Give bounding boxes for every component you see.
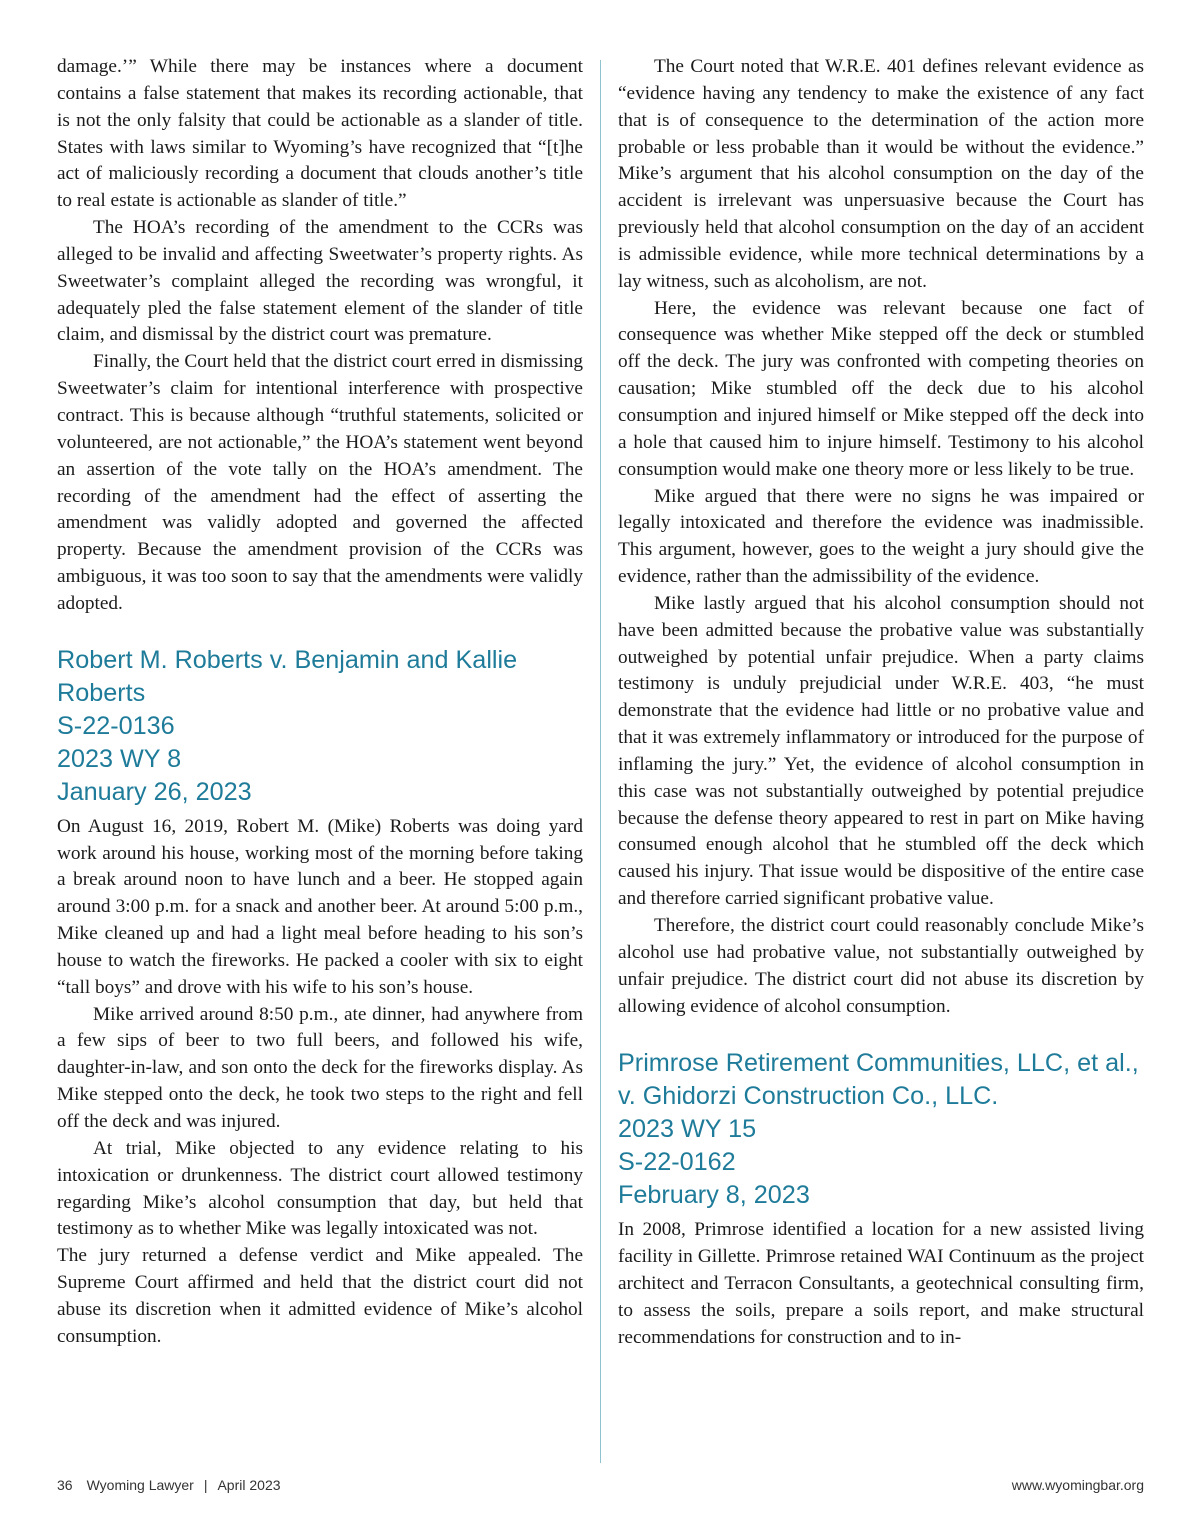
paragraph-roberts-trial: At trial, Mike objected to any evidence relating to his intoxication or drunkenness. The district court allowed testimony regarding Mike’s alcohol consumption that day, but held that testimony as to whether Mike was legally intoxicated was not. xyxy=(57,1137,583,1240)
paragraph-impairment-argument: Mike argued that there were no signs he was impaired or legally intoxicated and therefore the evidence was inadmissible. This argument, however, goes to the weight a jury should give the evidence, rather than the admissibility of the evidence. xyxy=(618,485,1144,588)
paragraph-hoa-recording: The HOA’s recording of the amendment to the CCRs was alleged to be invalid and affecting Sweetwater’s property rights. As Sweetwater’s complaint alleged the recording was wrongful, it adequately pled the false statement element of the slander of title claim, and dismissal by the district court was premature. xyxy=(57,217,583,346)
paragraph-wre-403: Mike lastly argued that his alcohol consumption should not have been admitted because the probative value was substantially outweighed by potential unfair prejudice. When a party claims testimony is unduly prejudicial under W.R.E. 403, “he must demonstrate that the evidence had little or no probative value and that it was extremely inflammatory or introduced for the purpose of inflaming the jury.” Yet, the evidence of alcohol consumption in this case was not substantially outweighed by potential prejudice because the defense theory appeared to rest in part on Mike having consumed enough alcohol that he stumbled off the deck which caused his injury. That issue would be dispositive of the entire case and therefore carried significant probative value. xyxy=(618,592,1144,910)
case-citation: 2023 WY 15 xyxy=(618,1115,757,1144)
paragraph-wre-401: The Court noted that W.R.E. 401 defines relevant evidence as “evidence having any tendency to make the existence of any fact that is of consequence to the determination of the action more probable or less probable than it would be without the evidence.” Mike’s argument that his alcohol consumption on the day of the accident is irrelevant was unpersuasive because the Court has previously held that alcohol consumption on the day of an accident is admissible evidence, while more technical determinations by a lay witness, such as alcoholism, are not. xyxy=(618,56,1144,292)
page-footer xyxy=(57,1477,1144,1497)
case-docket-number: S-22-0136 xyxy=(57,711,175,740)
footer-publication-info xyxy=(57,1477,281,1493)
paragraph-conclusion: Therefore, the district court could reasonably conclude Mike’s alcohol use had probative value, not substantially outweighed by unfair prejudice. The district court did not abuse its discretion by allowing evidence of alcohol consumption. xyxy=(618,915,1144,1017)
left-column xyxy=(57,54,583,1351)
issue-date: April 2023 xyxy=(217,1477,281,1493)
paragraph-roberts-deck-fall: Mike arrived around 8:50 p.m., ate dinner, had anywhere from a few sips of beer to two full beers, and followed his wife, daughter-in-law, and son onto the deck for the fireworks display. As Mike stepped onto the deck, he took two steps to the right and fell off the deck and was injured. xyxy=(57,1003,583,1132)
column-divider xyxy=(600,60,601,1463)
case-title-line-1: Robert M. Roberts v. Benjamin and Kallie xyxy=(57,645,518,674)
right-column xyxy=(618,54,1144,1352)
paragraph-roberts-facts: On August 16, 2019, Robert M. (Mike) Roberts was doing yard work around his house, working most of the morning before taking a break around noon to have lunch and a beer. He stopped again around 3:00 p.m. for a snack and another beer. At around 5:00 p.m., Mike cleaned up and had a light meal before heading to his son’s house to watch the fireworks. He packed a cooler with six to eight “tall boys” and drove with his wife to his son’s house. xyxy=(57,815,583,998)
paragraph-slander-of-title-continued: damage.’” While there may be instances where a document contains a false statement that makes its recording actionable, that is not the only falsity that could be actionable as a slander of title. States with laws similar to Wyoming’s have recognized that “[t]he act of maliciously recording a document that clouds another’s title to real estate is actionable as slander of title.” xyxy=(57,56,583,212)
case-heading-primrose xyxy=(618,1047,1144,1212)
case-title-line-2: Roberts xyxy=(57,678,146,707)
paragraph-intentional-interference: Finally, the Court held that the district court erred in dismissing Sweetwater’s claim for intentional interference with prospective contract. This is because although “truthful statements, solicited or volunteered, are not actionable,” the HOA’s statement went beyond an assertion of the vote tally on the HOA’s amendment. The recording of the amendment had the effect of asserting the amendment was validly adopted and governed the affected property. Because the amendment provision of the CCRs was ambiguous, it was too soon to say that the amendments were validly adopted. xyxy=(57,351,583,614)
case-date: January 26, 2023 xyxy=(57,777,252,806)
footer-website-link[interactable]: www.wyomingbar.org xyxy=(1011,1477,1144,1493)
case-docket-number: S-22-0162 xyxy=(618,1148,736,1177)
case-date: February 8, 2023 xyxy=(618,1181,810,1210)
paragraph-relevance: Here, the evidence was relevant because one fact of consequence was whether Mike stepped off the deck or stumbled off the deck. The jury was confronted with competing theories on causation; Mike stumbled off the deck due to his alcohol consumption and injured himself or Mike stepped off the deck into a hole that caused him to injure himself. Testimony to his alcohol consumption would make one theory more or less likely to be true. xyxy=(618,297,1144,480)
page-number: 36 xyxy=(57,1477,73,1493)
footer-separator: | xyxy=(203,1477,208,1493)
publication-name: Wyoming Lawyer xyxy=(86,1477,194,1493)
paragraph-primrose-facts: In 2008, Primrose identified a location for a new assisted living facility in Gillette. Primrose retained WAI Continuum as the project architect and Terracon Consultants, a geotechnical consulting firm, to assess the soils, prepare a soils report, and make structural recommendations for construction and to in- xyxy=(618,1219,1144,1348)
case-title-line-1: Primrose Retirement Communities, LLC, et al., xyxy=(618,1049,1139,1078)
case-heading-roberts xyxy=(57,644,583,809)
case-title-line-2: v. Ghidorzi Construction Co., LLC. xyxy=(618,1082,999,1111)
paragraph-roberts-verdict: The jury returned a defense verdict and Mike appealed. The Supreme Court affirmed and held that the district court did not abuse its discretion when it admitted evidence of Mike’s alcohol consumption. xyxy=(57,1245,583,1347)
case-citation: 2023 WY 8 xyxy=(57,744,182,773)
